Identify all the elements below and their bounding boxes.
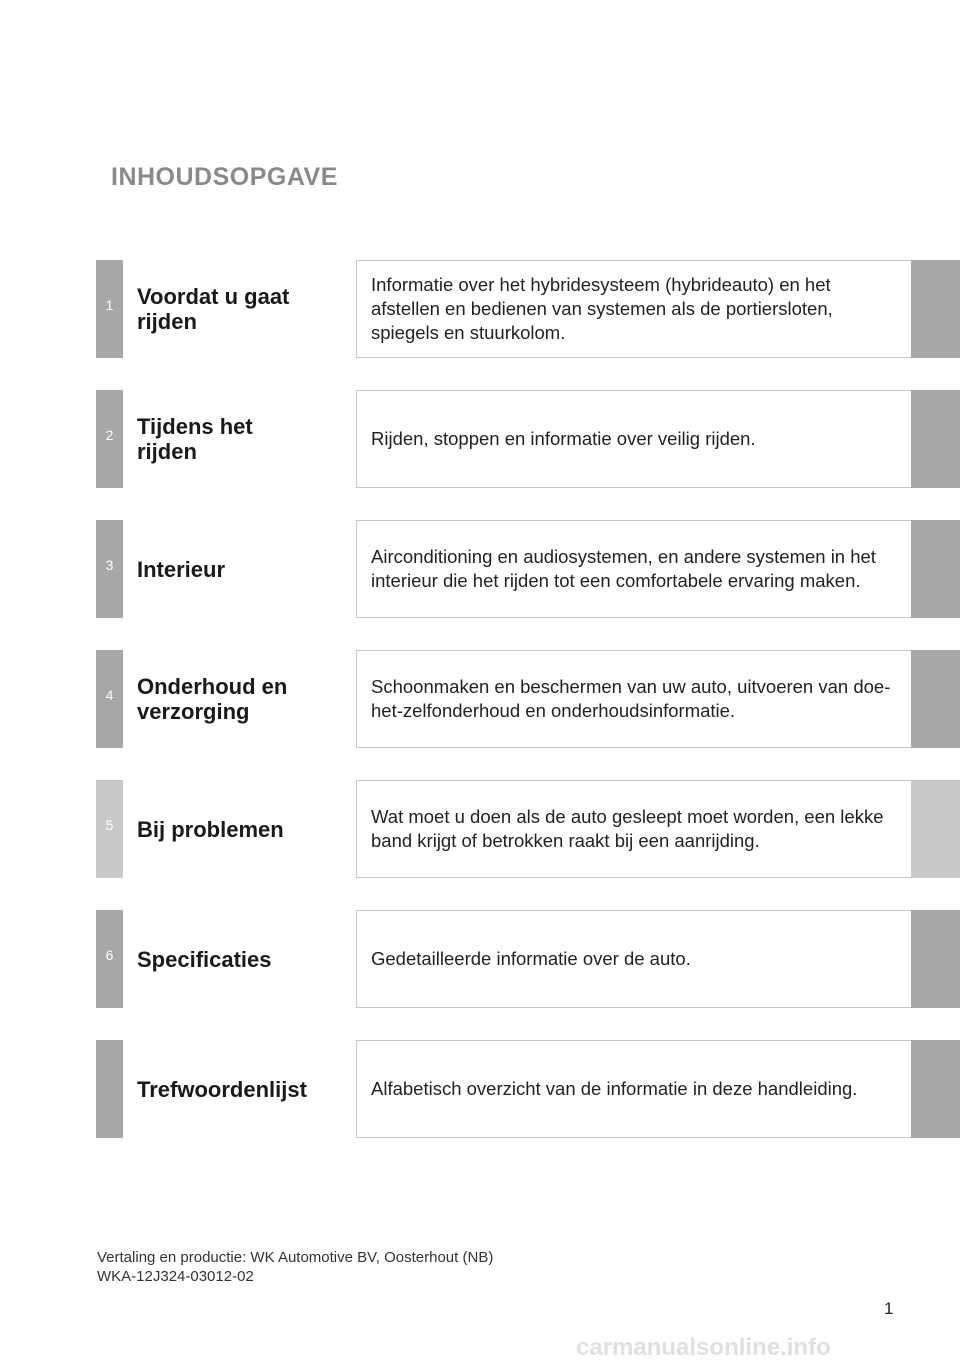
section-description-box [356, 520, 912, 618]
section-heading[interactable]: Bij problemen [137, 816, 284, 842]
section-description: Schoonmaken en beschermen van uw auto, uitvoeren van doe-het-zelfonderhoud en onderhoudsinformatie. [371, 676, 891, 721]
section-number: 1 [105, 297, 114, 313]
page-title: INHOUDSOPGAVE [111, 163, 338, 191]
section-heading[interactable]: Trefwoordenlijst [137, 1076, 307, 1102]
toc-row-2[interactable] [0, 390, 960, 488]
section-description-box [356, 910, 912, 1008]
section-description: Wat moet u doen als de auto gesleept moet worden, een lekke band krijgt of betrokken raakt bij een aanrijding. [371, 806, 884, 851]
toc-row-6[interactable] [0, 910, 960, 1008]
section-number: 4 [105, 687, 114, 703]
thumb-index-tab[interactable] [911, 650, 960, 748]
toc-row-7[interactable] [0, 1040, 960, 1138]
thumb-index-tab[interactable] [911, 780, 960, 878]
section-description-box [356, 260, 912, 358]
thumb-index-tab[interactable] [911, 1040, 960, 1138]
section-heading[interactable]: Onderhoud en verzorging [137, 674, 288, 724]
section-heading[interactable]: Interieur [137, 556, 226, 582]
toc-row-3[interactable] [0, 520, 960, 618]
thumb-index-tab[interactable] [911, 390, 960, 488]
section-number-tab [96, 260, 123, 358]
page-number: 1 [884, 1299, 894, 1318]
section-heading[interactable]: Specificaties [137, 946, 272, 972]
footer-document-code: WKA-12J324-03012-02 [97, 1268, 254, 1285]
section-description: Informatie over het hybridesysteem (hybrideauto) en het afstellen en bedienen van systemen als de portiersloten, spiegels en stuurkolom. [371, 274, 833, 343]
section-number-tab [96, 390, 123, 488]
toc-row-5[interactable] [0, 780, 960, 878]
section-number: 5 [105, 817, 114, 833]
section-heading[interactable]: Tijdens het rijden [137, 414, 253, 464]
section-description-box [356, 1040, 912, 1138]
toc-row-1[interactable] [0, 260, 960, 358]
section-number: 3 [105, 557, 114, 573]
section-description: Airconditioning en audiosystemen, en andere systemen in het interieur die het rijden tot een comfortabele ervaring maken. [371, 546, 876, 591]
section-description-box [356, 390, 912, 488]
section-description: Alfabetisch overzicht van de informatie in deze handleiding. [371, 1078, 858, 1099]
section-number-tab [96, 780, 123, 878]
footer [97, 1248, 493, 1286]
section-number: 6 [105, 947, 114, 963]
section-number-tab [96, 1040, 123, 1138]
watermark: carmanualsonline.info [576, 1334, 831, 1361]
section-description: Rijden, stoppen en informatie over veilig rijden. [371, 428, 756, 449]
section-description: Gedetailleerde informatie over de auto. [371, 948, 691, 969]
section-description-box [356, 650, 912, 748]
section-number: 2 [105, 427, 114, 443]
footer-credit: Vertaling en productie: WK Automotive BV, Oosterhout (NB) [97, 1249, 494, 1266]
thumb-index-tab[interactable] [911, 910, 960, 1008]
section-number-tab [96, 650, 123, 748]
section-heading[interactable]: Voordat u gaat rijden [137, 284, 290, 334]
thumb-index-tab[interactable] [911, 520, 960, 618]
thumb-index-tab[interactable] [911, 260, 960, 358]
section-description-box [356, 780, 912, 878]
toc-row-4[interactable] [0, 650, 960, 748]
section-number-tab [96, 910, 123, 1008]
section-number-tab [96, 520, 123, 618]
